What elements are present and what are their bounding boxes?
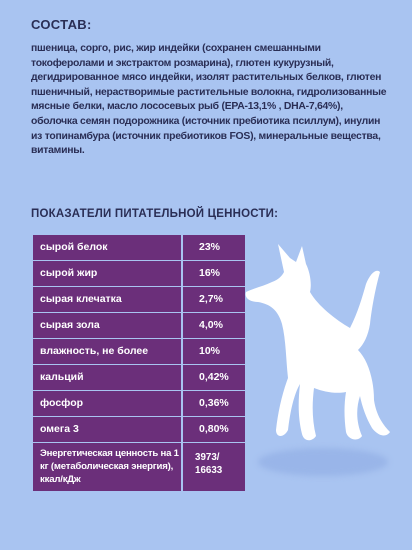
energy-value: 3973/ 16633 [183,443,245,491]
nutrition-label: сырая клечатка [33,287,181,312]
energy-row [33,443,245,491]
nutrition-title: ПОКАЗАТЕЛИ ПИТАТЕЛЬНОЙ ЦЕННОСТИ: [31,208,279,220]
nutrition-label: сырая зола [33,313,181,338]
energy-label: Энергетическая ценность на 1 кг (метаболическая энергия), ккал/кДж [33,443,181,491]
nutrition-row [33,417,245,442]
nutrition-value: 4,0% [183,313,245,338]
nutrition-label: влажность, не более [33,339,181,364]
nutrition-value: 23% [183,235,245,260]
nutrition-value: 0,36% [183,391,245,416]
nutrition-row [33,287,245,312]
nutrition-label: омега 3 [33,417,181,442]
nutrition-row [33,365,245,390]
nutrition-value: 10% [183,339,245,364]
nutrition-value: 2,7% [183,287,245,312]
composition-title: СОСТАВ: [31,17,92,32]
composition-text: пшеница, сорго, рис, жир индейки (сохранен смешанными токоферолами и экстрактом розмарина), глютен кукурузный, дегидрированное мясо индейки, изолят растительных белков, глютен пшеничный, нерастворимые растительные волокна, гидролизованные мясные белки, масло лососевых рыб (EPA-13,1% , DHA-7,64%), оболочка семян подорожника (источник пребиотика псиллум), инулин из топинамбура (источник пребиотиков FOS), минеральные вещества, витамины. [31,43,387,157]
nutrition-value: 16% [183,261,245,286]
nutrition-value: 0,42% [183,365,245,390]
nutrition-row [33,339,245,364]
nutrition-label: сырой белок [33,235,181,260]
nutrition-row [33,313,245,338]
dog-silhouette-icon [240,232,412,482]
nutrition-row [33,235,245,260]
nutrition-label: кальций [33,365,181,390]
nutrition-value: 0,80% [183,417,245,442]
nutrition-label: сырой жир [33,261,181,286]
nutrition-row [33,391,245,416]
nutrition-table [33,235,245,492]
nutrition-row [33,261,245,286]
nutrition-label: фосфор [33,391,181,416]
